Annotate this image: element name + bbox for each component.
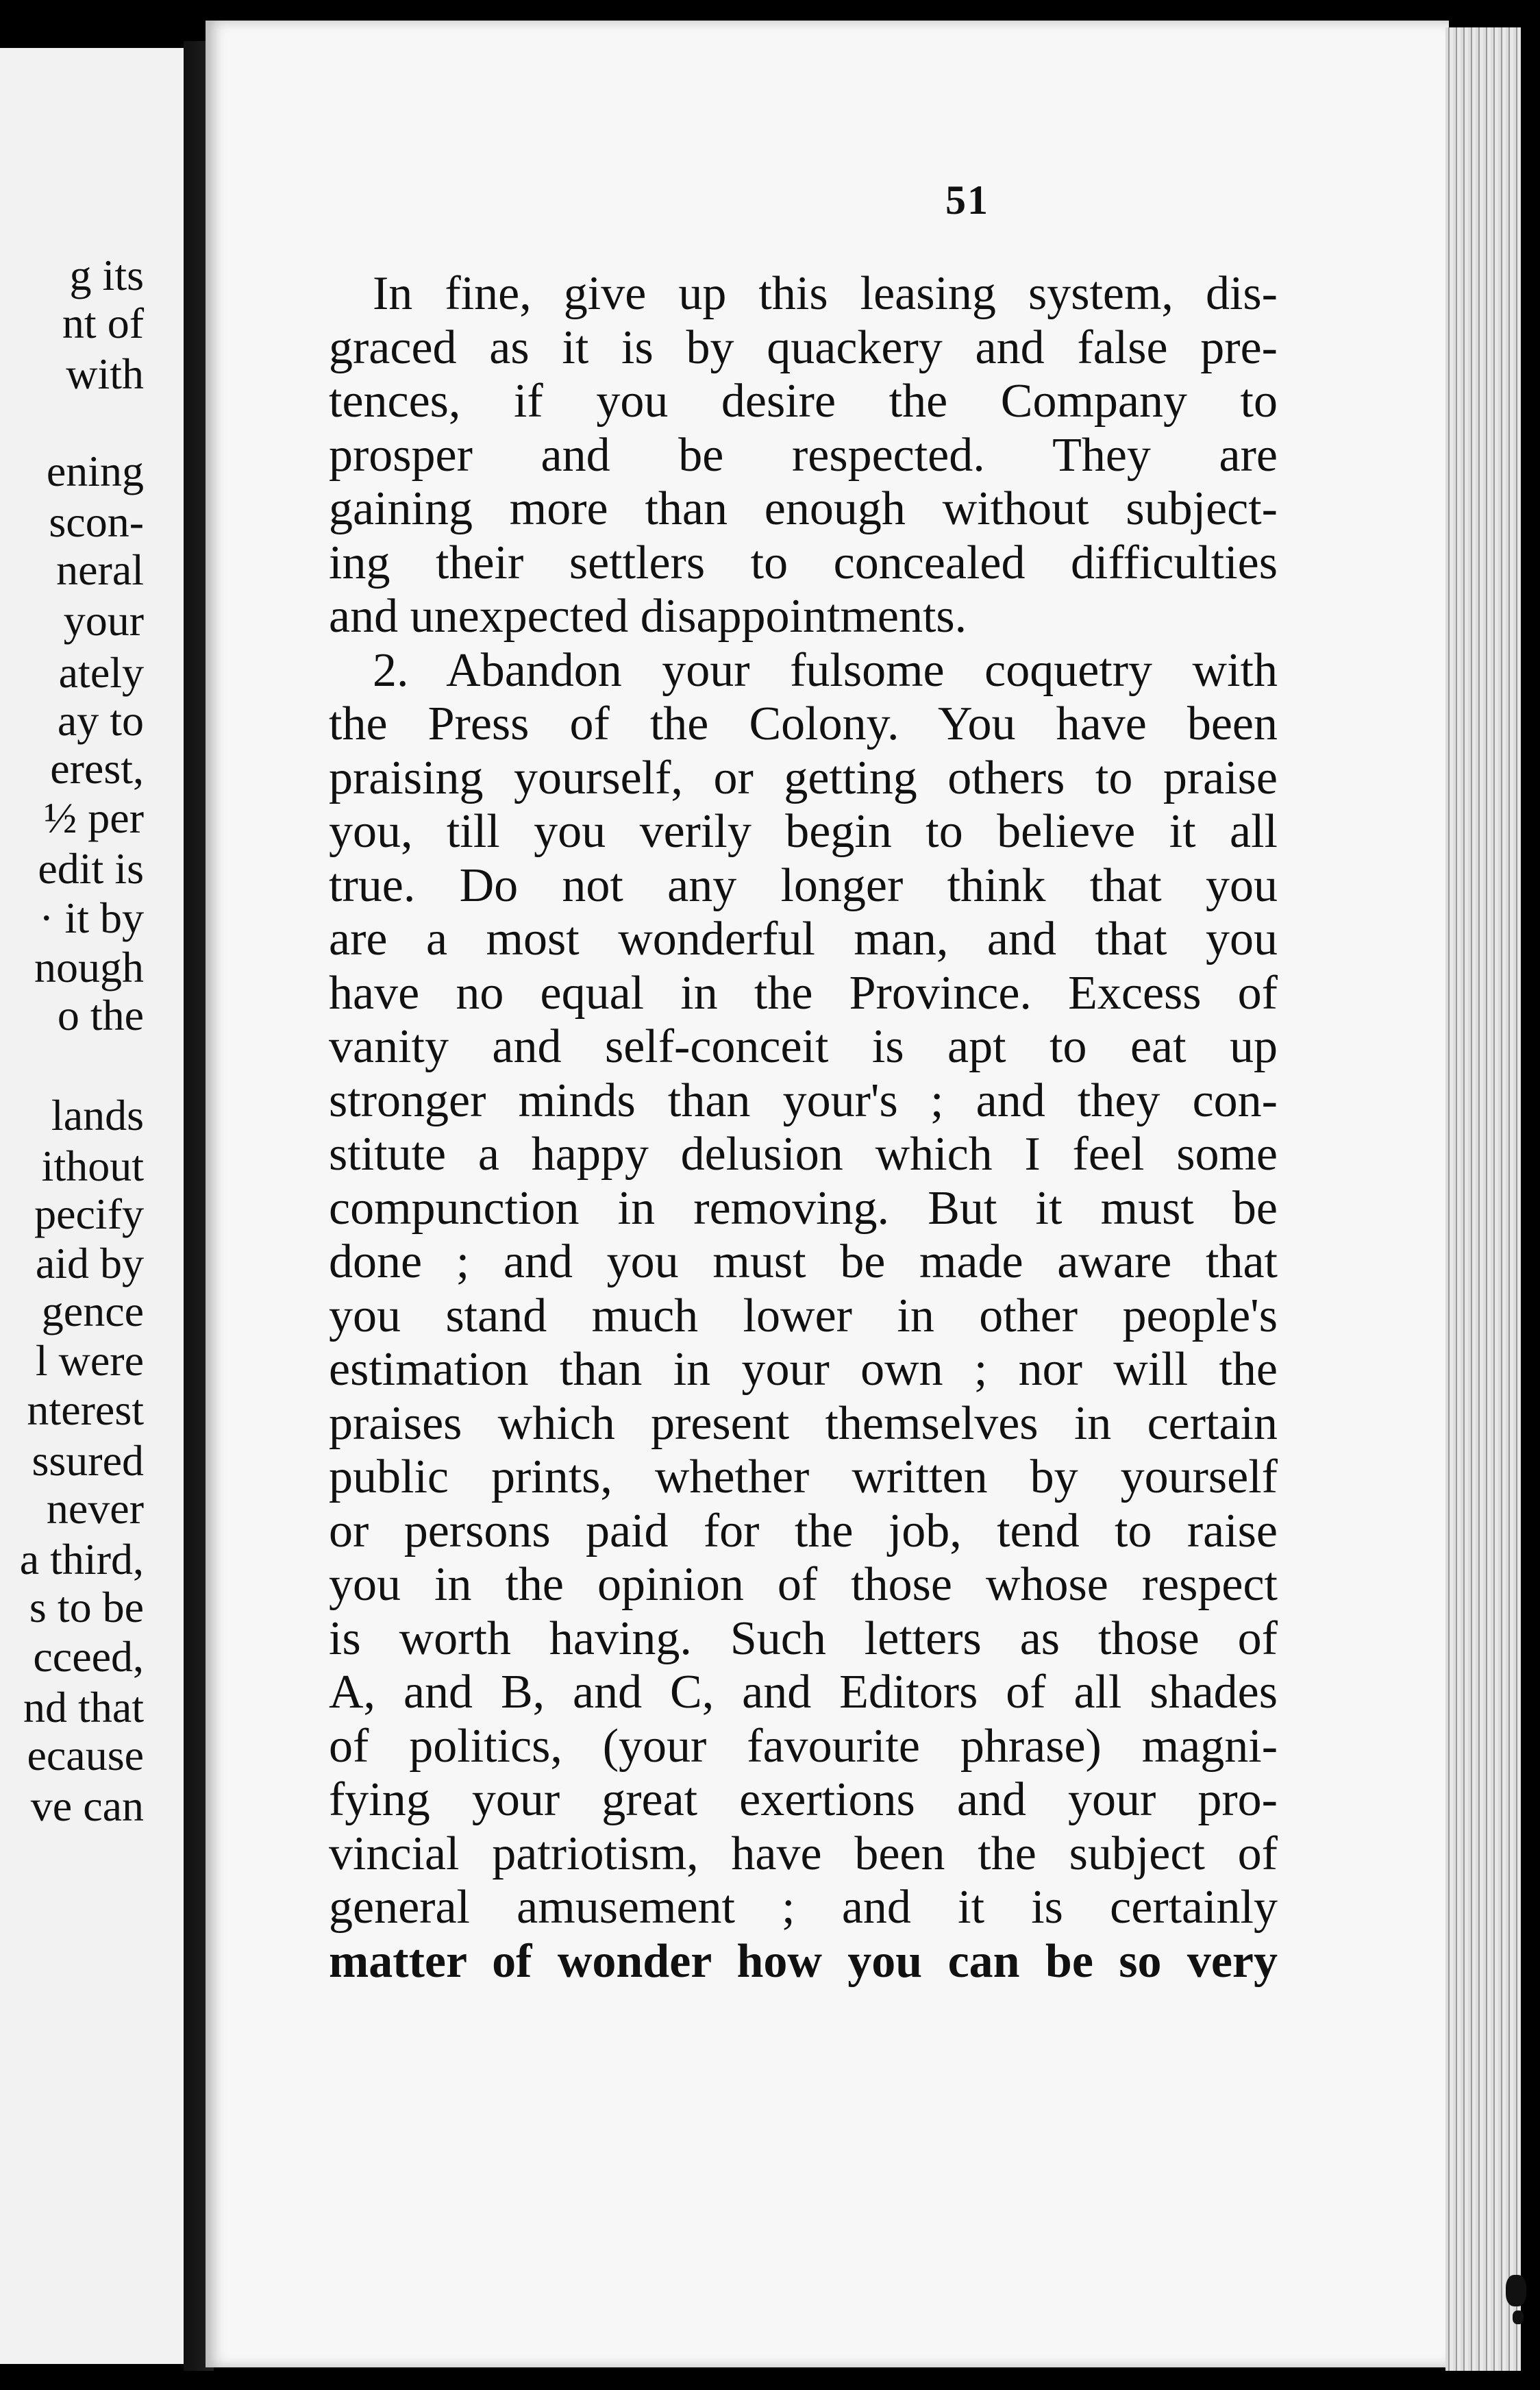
- left-page-line: edit is: [38, 844, 144, 893]
- text-line: matter of wonder how you can be so very: [329, 1934, 1278, 1988]
- left-page-line: nd that: [23, 1683, 144, 1732]
- text-line: stitute a happy delusion which I feel some: [329, 1128, 1278, 1181]
- page-number: 51: [945, 177, 989, 223]
- page-edges: [1445, 27, 1521, 2371]
- left-page-line: pecify: [34, 1190, 144, 1238]
- text-line: done ; and you must be made aware that: [329, 1235, 1278, 1288]
- text-line: tences, if you desire the Company to: [329, 375, 1278, 428]
- text-line: vanity and self-conceit is apt to eat up: [329, 1020, 1278, 1073]
- text-line: gaining more than enough without subject-: [329, 482, 1278, 535]
- left-page-line: cceed,: [33, 1632, 144, 1681]
- left-page-line: your: [63, 596, 144, 645]
- text-line: are a most wonderful man, and that you: [329, 913, 1278, 965]
- left-page-line: · it by: [39, 894, 144, 942]
- left-page-line: neral: [56, 545, 144, 594]
- text-line: graced as it is by quackery and false pre-: [329, 321, 1278, 374]
- text-line: the Press of the Colony. You have been: [329, 698, 1278, 750]
- left-page-line: s to be: [29, 1583, 144, 1631]
- left-page-line: ithout: [41, 1142, 144, 1190]
- left-page-line: erest,: [50, 744, 144, 793]
- scan-speck: [1506, 2275, 1526, 2306]
- text-line: public prints, whether written by yourself: [329, 1451, 1278, 1503]
- text-line: estimation than in your own ; nor will the: [329, 1343, 1278, 1396]
- left-page-line: o the: [57, 991, 144, 1039]
- text-line: of politics, (your favourite phrase) magni-: [329, 1719, 1278, 1773]
- text-line: you in the opinion of those whose respect: [329, 1558, 1278, 1611]
- left-page-line: ve can: [30, 1782, 144, 1830]
- text-line: praises which present themselves in certain: [329, 1396, 1278, 1450]
- left-page-line: ening: [46, 447, 144, 495]
- text-line: compunction in removing. But it must be: [329, 1181, 1278, 1235]
- left-page-line: never: [46, 1484, 144, 1533]
- left-page-line: nough: [34, 943, 144, 991]
- left-page-line: ay to: [57, 696, 144, 745]
- text-line: fying your great exertions and your pro-: [329, 1773, 1278, 1826]
- left-page-line: nterest: [27, 1385, 144, 1434]
- text-line: praising yourself, or getting others to praise: [329, 751, 1278, 804]
- text-line: true. Do not any longer think that you: [329, 859, 1278, 912]
- left-page-line: l were: [35, 1336, 144, 1385]
- text-line: general amusement ; and it is certainly: [329, 1881, 1278, 1934]
- text-line: is worth having. Such letters as those of: [329, 1612, 1278, 1665]
- left-page-line: ately: [58, 648, 144, 697]
- text-line: ing their settlers to concealed difficulties: [329, 536, 1278, 589]
- text-line: you, till you verily begin to believe it all: [329, 805, 1278, 858]
- text-line: vincial patriotism, have been the subject of: [329, 1827, 1278, 1880]
- left-page-line: lands: [51, 1091, 144, 1139]
- text-line: In fine, give up this leasing system, dis-: [373, 267, 1278, 320]
- text-line: A, and B, and C, and Editors of all shades: [329, 1666, 1278, 1718]
- text-line: or persons paid for the job, tend to raise: [329, 1504, 1278, 1557]
- left-page-line: with: [66, 349, 144, 398]
- text-line: 2. Abandon your fulsome coquetry with: [373, 643, 1278, 697]
- text-line: have no equal in the Province. Excess of: [329, 966, 1278, 1020]
- text-line: and unexpected disappointments.: [329, 590, 967, 643]
- left-page-line: a third,: [19, 1535, 144, 1584]
- left-page-line: ecause: [27, 1731, 144, 1779]
- left-page-line: gence: [41, 1287, 144, 1335]
- page-body-text: [329, 267, 1278, 1988]
- left-page-line: ssured: [32, 1436, 144, 1485]
- left-page-line: scon-: [49, 497, 144, 546]
- left-page-line: nt of: [62, 299, 144, 347]
- previous-page-fragment: [0, 48, 184, 2364]
- text-line: you stand much lower in other people's: [329, 1289, 1278, 1342]
- left-page-line: ½ per: [44, 793, 144, 842]
- text-line: prosper and be respected. They are: [329, 428, 1278, 482]
- scan-speck: [1513, 2311, 1524, 2324]
- text-line: stronger minds than your's ; and they con-: [329, 1074, 1278, 1127]
- left-page-line: g its: [69, 251, 144, 299]
- left-page-line: aid by: [35, 1239, 144, 1288]
